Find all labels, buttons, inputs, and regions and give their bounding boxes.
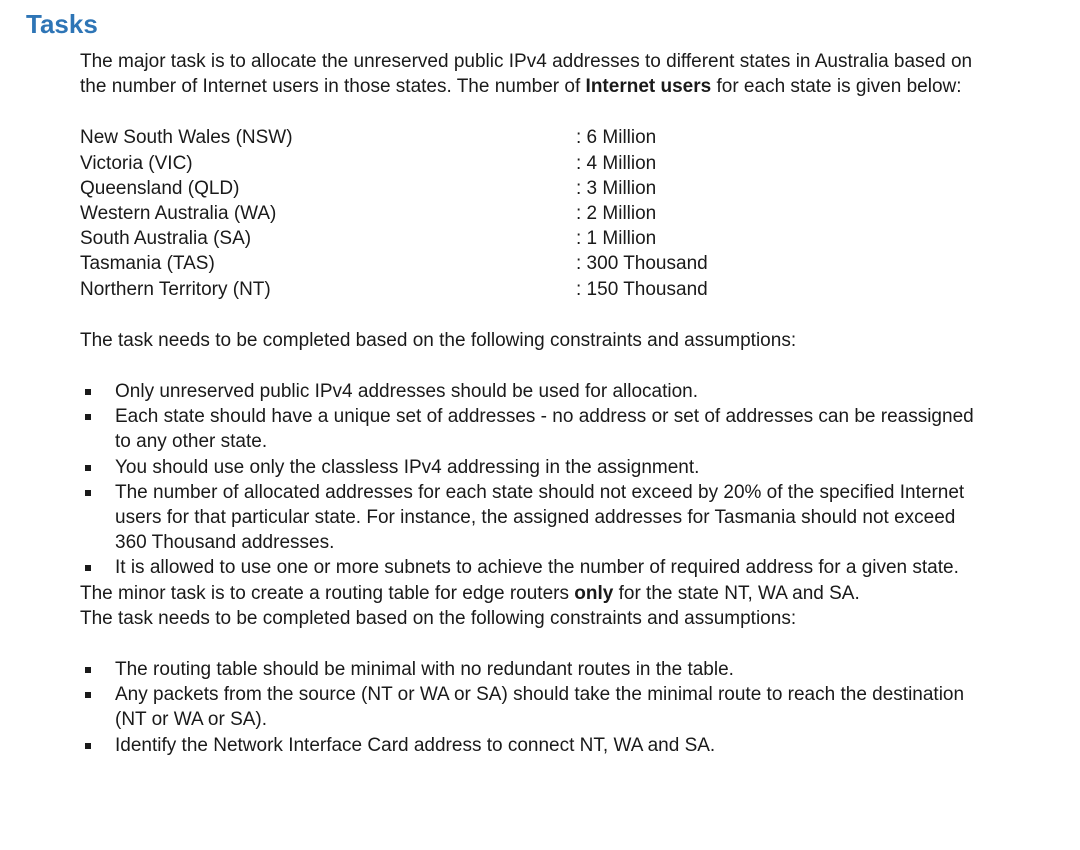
- list-item-text: Identify the Network Interface Card address to connect NT, WA and SA.: [115, 734, 716, 756]
- minor-bold-text: only: [574, 582, 614, 604]
- list-item-text: Any packets from the source (NT or WA or SA) should take the minimal route to reach the destination (NT or WA or SA).: [115, 684, 965, 731]
- list-item: [80, 455, 980, 480]
- state-row: [80, 125, 980, 150]
- state-users: : 3 Million: [576, 177, 657, 199]
- state-row: [80, 277, 980, 302]
- intro-text: The major task is to allocate the unreserved public IPv4 addresses to different states in Australia based on the number of Internet users in those states. The number of: [80, 51, 973, 98]
- section-heading: Tasks: [26, 9, 98, 39]
- minor-text-end: for the state NT, WA and SA.: [613, 582, 860, 604]
- intro-bold-text: Internet users: [585, 76, 712, 98]
- state-name: Queensland (QLD): [80, 177, 240, 199]
- state-name: Northern Territory (NT): [80, 278, 271, 300]
- state-name: Victoria (VIC): [80, 152, 193, 174]
- state-name: Western Australia (WA): [80, 202, 277, 224]
- list-item: [80, 657, 980, 682]
- bullet-square-icon: [85, 389, 91, 395]
- list-item-text: The routing table should be minimal with no redundant routes in the table.: [115, 658, 734, 680]
- state-row: [80, 251, 980, 276]
- bullet-square-icon: [85, 667, 91, 673]
- bullet-square-icon: [85, 414, 91, 420]
- state-name: New South Wales (NSW): [80, 127, 293, 149]
- list-item: [80, 682, 980, 732]
- state-name: South Australia (SA): [80, 228, 252, 250]
- list-item: [80, 555, 980, 580]
- state-row: [80, 226, 980, 251]
- list-item: [80, 379, 980, 404]
- routing-list: [80, 657, 980, 758]
- state-users-list: [80, 125, 980, 301]
- minor-constraints-intro: The task needs to be completed based on the following constraints and assumptions:: [80, 607, 797, 629]
- document-body: [80, 49, 980, 758]
- state-users: : 6 Million: [576, 127, 657, 149]
- state-row: [80, 151, 980, 176]
- intro-paragraph: [80, 49, 980, 99]
- list-item-text: You should use only the classless IPv4 addressing in the assignment.: [115, 456, 700, 478]
- constraints-intro: The task needs to be completed based on the following constraints and assumptions:: [80, 329, 797, 351]
- bullet-square-icon: [85, 465, 91, 471]
- bullet-square-icon: [85, 692, 91, 698]
- minor-task-line: [80, 581, 980, 606]
- state-name: Tasmania (TAS): [80, 253, 215, 275]
- state-users: : 1 Million: [576, 228, 657, 250]
- list-item-text: Only unreserved public IPv4 addresses should be used for allocation.: [115, 380, 699, 402]
- state-users: : 300 Thousand: [576, 253, 708, 275]
- bullet-square-icon: [85, 743, 91, 749]
- state-users: : 2 Million: [576, 202, 657, 224]
- bullet-square-icon: [85, 565, 91, 571]
- bullet-square-icon: [85, 490, 91, 496]
- state-row: [80, 201, 980, 226]
- intro-text-end: for each state is given below:: [711, 76, 962, 98]
- state-users: : 150 Thousand: [576, 278, 708, 300]
- state-row: [80, 176, 980, 201]
- minor-text: The minor task is to create a routing table for edge routers: [80, 582, 575, 604]
- list-item: [80, 404, 980, 454]
- list-item-text: The number of allocated addresses for each state should not exceed by 20% of the specified Internet users for that particular state. For instance, the assigned addresses for Tasmania should not exceed 360 Thousand addresses.: [115, 481, 965, 554]
- list-item-text: Each state should have a unique set of addresses - no address or set of addresses can be reassigned to any other state.: [115, 406, 974, 453]
- state-users: : 4 Million: [576, 152, 657, 174]
- list-item: [80, 733, 980, 758]
- list-item-text: It is allowed to use one or more subnets to achieve the number of required address for a given state.: [115, 557, 959, 579]
- list-item: [80, 480, 980, 556]
- constraints-list: [80, 379, 980, 581]
- minor-task-paragraph: [80, 581, 980, 631]
